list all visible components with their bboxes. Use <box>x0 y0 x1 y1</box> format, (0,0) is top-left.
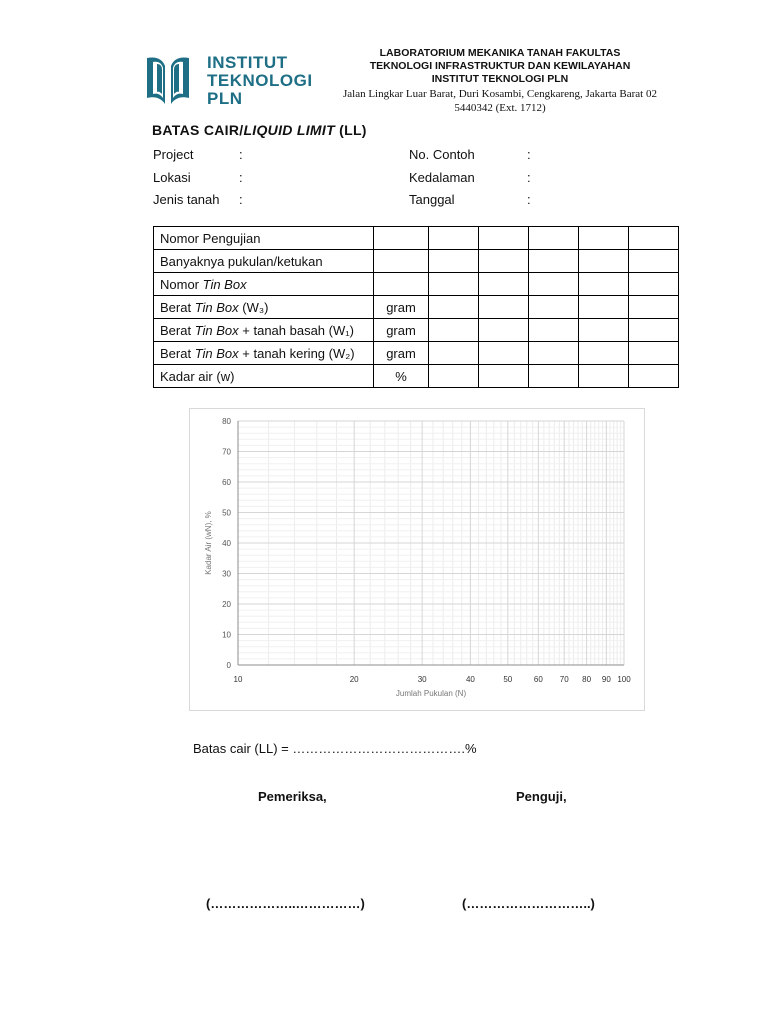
blank-cell <box>629 319 679 342</box>
x-tick-label: 10 <box>233 675 243 684</box>
x-tick-label: 100 <box>617 675 631 684</box>
y-tick-label: 30 <box>222 569 231 579</box>
table-row <box>154 250 679 273</box>
blank-cell <box>529 296 579 319</box>
liquid-limit-result: Batas cair (LL) = ………………………………….% <box>193 741 477 756</box>
blank-cell <box>579 365 629 388</box>
pemeriksa-label: Pemeriksa, <box>258 789 327 804</box>
blank-cell <box>629 342 679 365</box>
jenis-tanah-colon: : <box>239 192 243 207</box>
y-tick-label: 50 <box>222 508 231 518</box>
unit-cell: gram <box>374 319 429 342</box>
book-leaf-icon <box>143 52 203 108</box>
x-tick-label: 90 <box>601 675 611 684</box>
row-label: Berat Tin Box + tanah basah (W₁) <box>154 319 374 342</box>
blank-cell <box>429 296 479 319</box>
table-row <box>154 365 679 388</box>
blank-cell <box>529 250 579 273</box>
x-tick-label: 70 <box>559 675 569 684</box>
blank-cell <box>479 342 529 365</box>
blank-cell <box>429 365 479 388</box>
jenis-tanah-label: Jenis tanah <box>153 192 220 207</box>
kedalaman-label: Kedalaman <box>409 170 475 185</box>
table-row <box>154 273 679 296</box>
blank-cell <box>529 319 579 342</box>
blank-cell <box>629 273 679 296</box>
lab-name-line-1: LABORATORIUM MEKANIKA TANAH FAKULTAS <box>379 47 621 59</box>
project-colon: : <box>239 147 243 162</box>
blank-cell <box>529 365 579 388</box>
blank-cell <box>579 319 629 342</box>
blank-cell <box>479 296 529 319</box>
no-contoh-label: No. Contoh <box>409 147 475 162</box>
x-tick-label: 20 <box>349 675 359 684</box>
table-row <box>154 227 679 250</box>
blank-cell <box>479 250 529 273</box>
x-tick-label: 80 <box>582 675 592 684</box>
row-label: Berat Tin Box + tanah kering (W₂) <box>154 342 374 365</box>
lokasi-colon: : <box>239 170 243 185</box>
penguji-label: Penguji, <box>516 789 567 804</box>
blank-cell <box>579 296 629 319</box>
row-label: Nomor Tin Box <box>154 273 374 296</box>
blank-cell <box>629 227 679 250</box>
unit-cell <box>374 250 429 273</box>
blank-cell <box>529 342 579 365</box>
y-tick-label: 70 <box>222 447 231 457</box>
address-line-2: 5440342 (Ext. 1712) <box>454 102 546 114</box>
y-tick-label: 40 <box>222 539 231 548</box>
blank-cell <box>479 365 529 388</box>
unit-cell: gram <box>374 296 429 319</box>
no-contoh-colon: : <box>527 147 531 162</box>
test-table <box>153 226 679 388</box>
blank-cell <box>429 273 479 296</box>
blank-cell <box>429 319 479 342</box>
row-label: Kadar air (w) <box>154 365 374 388</box>
row-label: Nomor Pengujian <box>154 227 374 250</box>
unit-cell <box>374 273 429 296</box>
blank-cell <box>429 227 479 250</box>
lab-name-line-2: TEKNOLOGI INFRASTRUKTUR DAN KEWILAYAHAN <box>369 60 631 72</box>
row-label: Banyaknya pukulan/ketukan <box>154 250 374 273</box>
address-line-1: Jalan Lingkar Luar Barat, Duri Kosambi, Cengkareng, Jakarta Barat 02 <box>342 88 657 100</box>
unit-cell <box>374 227 429 250</box>
unit-cell: % <box>374 365 429 388</box>
blank-cell <box>579 227 629 250</box>
blank-cell <box>579 342 629 365</box>
blank-cell <box>529 273 579 296</box>
blank-cell <box>529 227 579 250</box>
blank-cell <box>479 273 529 296</box>
blank-cell <box>629 365 679 388</box>
lab-name-line-3: INSTITUT TEKNOLOGI PLN <box>431 73 569 85</box>
blank-cell <box>579 273 629 296</box>
y-tick-label: 80 <box>222 417 231 426</box>
blank-cell <box>429 250 479 273</box>
x-tick-label: 30 <box>417 675 427 684</box>
x-axis-title: Jumlah Pukulan (N) <box>395 689 467 698</box>
y-axis-title: Kadar Air (wN), % <box>204 511 213 575</box>
logo-line-2: TEKNOLOGI <box>207 71 313 90</box>
y-tick-label: 10 <box>222 630 231 640</box>
institute-logo <box>143 52 313 108</box>
logo-line-1: INSTITUT <box>207 53 288 72</box>
unit-cell: gram <box>374 342 429 365</box>
tanggal-label: Tanggal <box>409 192 455 207</box>
row-label: Berat Tin Box (W₃) <box>154 296 374 319</box>
logo-line-3: PLN <box>207 89 243 108</box>
flow-curve-chart <box>189 408 645 711</box>
x-tick-label: 40 <box>465 675 475 684</box>
table-row <box>154 342 679 365</box>
chart-svg <box>190 409 644 710</box>
blank-cell <box>429 342 479 365</box>
pemeriksa-signature-line: (………………..……………) <box>206 896 365 911</box>
penguji-signature-line: (………………………..) <box>462 896 595 911</box>
blank-cell <box>479 319 529 342</box>
blank-cell <box>479 227 529 250</box>
table-row <box>154 296 679 319</box>
tanggal-colon: : <box>527 192 531 207</box>
x-tick-label: 60 <box>533 675 543 684</box>
x-tick-label: 50 <box>503 675 513 684</box>
blank-cell <box>629 296 679 319</box>
project-label: Project <box>153 147 194 162</box>
y-tick-label: 20 <box>222 600 231 609</box>
kedalaman-colon: : <box>527 170 531 185</box>
blank-cell <box>629 250 679 273</box>
table-row <box>154 319 679 342</box>
y-tick-label: 60 <box>222 478 231 487</box>
blank-cell <box>579 250 629 273</box>
lokasi-label: Lokasi <box>153 170 191 185</box>
form-title: BATAS CAIR/LIQUID LIMIT (LL) <box>152 122 367 138</box>
y-tick-label: 0 <box>226 661 231 670</box>
